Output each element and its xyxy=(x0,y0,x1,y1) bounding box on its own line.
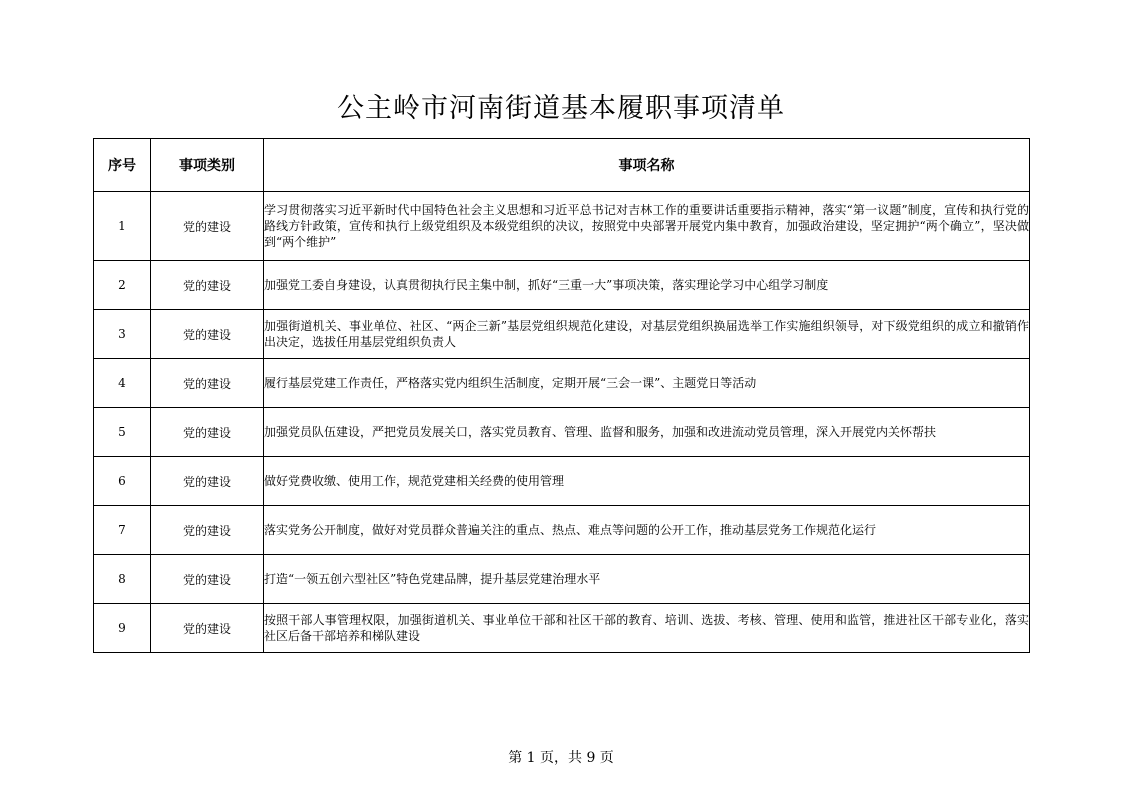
header-item-name: 事项名称 xyxy=(264,139,1030,192)
row-item-name: 落实党务公开制度，做好对党员群众普遍关注的重点、热点、难点等问题的公开工作，推动基层党务工作规范化运行 xyxy=(264,506,1030,555)
table-row xyxy=(94,408,1030,457)
row-item-name: 加强党员队伍建设，严把党员发展关口，落实党员教育、管理、监督和服务，加强和改进流动党员管理，深入开展党内关怀帮扶 xyxy=(264,408,1030,457)
row-item-name: 加强街道机关、事业单位、社区、“两企三新”基层党组织规范化建设，对基层党组织换届选举工作实施组织领导，对下级党组织的成立和撤销作出决定，选拔任用基层党组织负责人 xyxy=(264,310,1030,359)
row-category: 党的建设 xyxy=(151,604,264,653)
table-row xyxy=(94,310,1030,359)
row-item-name: 打造“一领五创六型社区”特色党建品牌，提升基层党建治理水平 xyxy=(264,555,1030,604)
page-title: 公主岭市河南街道基本履职事项清单 xyxy=(337,93,785,124)
row-serial-number: 4 xyxy=(94,359,151,408)
row-item-name: 按照干部人事管理权限，加强街道机关、事业单位干部和社区干部的教育、培训、选拔、考核、管理、使用和监管，推进社区干部专业化，落实社区后备干部培养和梯队建设 xyxy=(264,604,1030,653)
row-serial-number: 1 xyxy=(94,192,151,261)
row-item-name: 履行基层党建工作责任，严格落实党内组织生活制度，定期开展“三会一课”、主题党日等活动 xyxy=(264,359,1030,408)
page-footer: 第 1 页，共 9 页 xyxy=(508,750,614,766)
row-category: 党的建设 xyxy=(151,310,264,359)
table-row xyxy=(94,604,1030,653)
row-category: 党的建设 xyxy=(151,261,264,310)
duty-list-table xyxy=(93,138,1030,653)
row-category: 党的建设 xyxy=(151,408,264,457)
row-serial-number: 5 xyxy=(94,408,151,457)
row-serial-number: 7 xyxy=(94,506,151,555)
row-category: 党的建设 xyxy=(151,457,264,506)
row-category: 党的建设 xyxy=(151,506,264,555)
header-category: 事项类别 xyxy=(151,139,264,192)
table-row xyxy=(94,261,1030,310)
row-serial-number: 6 xyxy=(94,457,151,506)
row-item-name: 学习贯彻落实习近平新时代中国特色社会主义思想和习近平总书记对吉林工作的重要讲话重要指示精神，落实“第一议题”制度，宣传和执行党的路线方针政策，宣传和执行上级党组织及本级党组织的决议，按照党中央部署开展党内集中教育，加强政治建设，坚定拥护“两个确立”，坚决做到“两个维护” xyxy=(264,192,1030,261)
row-serial-number: 9 xyxy=(94,604,151,653)
table-row xyxy=(94,192,1030,261)
table-row xyxy=(94,506,1030,555)
row-item-name: 做好党费收缴、使用工作，规范党建相关经费的使用管理 xyxy=(264,457,1030,506)
header-serial-number: 序号 xyxy=(94,139,151,192)
row-category: 党的建设 xyxy=(151,192,264,261)
table-row xyxy=(94,457,1030,506)
row-category: 党的建设 xyxy=(151,359,264,408)
table-row xyxy=(94,359,1030,408)
row-item-name: 加强党工委自身建设，认真贯彻执行民主集中制，抓好“三重一大”事项决策，落实理论学习中心组学习制度 xyxy=(264,261,1030,310)
row-serial-number: 2 xyxy=(94,261,151,310)
row-category: 党的建设 xyxy=(151,555,264,604)
row-serial-number: 3 xyxy=(94,310,151,359)
table-row xyxy=(94,555,1030,604)
table-header-row xyxy=(94,139,1030,192)
row-serial-number: 8 xyxy=(94,555,151,604)
